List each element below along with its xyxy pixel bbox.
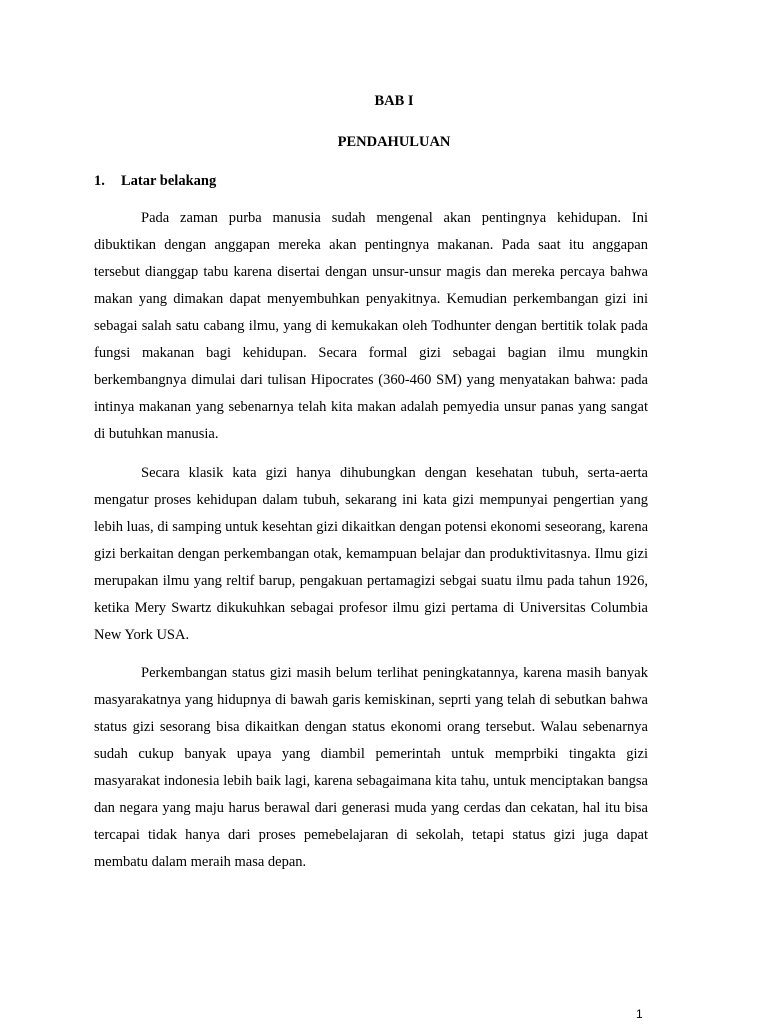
section-number: 1. [94,173,105,189]
paragraph: Perkembangan status gizi masih belum terlihat peningkatannya, karena masih banyak masyarakatnya yang hidupnya di bawah garis kemiskinan, seprti yang telah di sebutkan bahwa status gizi sesorang bisa dikaitkan dengan status ekonomi orang tersebut. Walau sebenarnya sudah cukup banyak upaya yang diambil pemerintah untuk memprbiki tingakta gizi masyarakat indonesia lebih baik lagi, karena sebagaimana kita tahu, untuk menciptakan bangsa dan negara yang maju harus berawal dari generasi muda yang cerdas dan cekatan, hal itu bisa tercapai tidak hanya dari proses pemebelajaran di sekolah, tetapi status gizi juga dapat membatu dalam meraih masa depan. [94,665,648,870]
chapter-title: PENDAHULUAN [337,134,451,150]
section-heading [94,172,216,190]
paragraph: Pada zaman purba manusia sudah mengenal akan pentingnya kehidupan. Ini dibuktikan dengan anggapan mereka akan pentingnya makanan. Pada saat itu anggapan tersebut dianggap tabu karena disertai dengan unsur-unsur magis dan mereka percaya bahwa makan yang dimakan dapat menyembuhkan penyakitnya. Kemudian perkembangan gizi ini sebagai salah satu cabang ilmu, yang di kemukakan oleh Todhunter dengan bertitik tolak pada fungsi makanan bagi kehidupan. Secara formal gizi sebagai bagian ilmu mungkin berkembangnya dimulai dari tulisan Hipocrates (360-460 SM) yang menyatakan bahwa: pada intinya makanan yang sebenarnya telah kita makan adalah pemyedia unsur panas yang sangat di butuhkan manusia. [94,210,648,442]
paragraph: Secara klasik kata gizi hanya dihubungkan dengan kesehatan tubuh, serta-aerta mengatur proses kehidupan dalam tubuh, sekarang ini kata gizi mempunyai pengertian yang lebih luas, di samping untuk kesehtan gizi dikaitkan dengan potensi ekonomi seseorang, karena gizi berkaitan dengan perkembangan otak, kemampuan belajar dan produktivitasnya. Ilmu gizi merupakan ilmu yang reltif barup, pengakuan pertamagizi sebgai suatu ilmu pada tahun 1926, ketika Mery Swartz dikukuhkan sebagai profesor ilmu gizi pertama di Universitas Columbia New York USA. [94,465,648,643]
page-number: 1 [636,1007,643,1021]
chapter-number: BAB I [374,93,414,109]
section-title: Latar belakang [121,173,217,189]
